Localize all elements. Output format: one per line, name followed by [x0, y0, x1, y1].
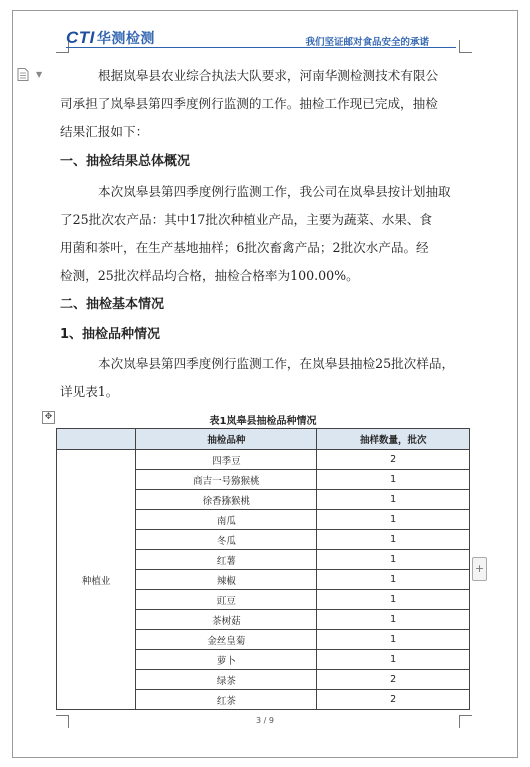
- table-header-cell: 抽检品种: [136, 429, 317, 450]
- count-cell: 2: [317, 450, 470, 470]
- product-name-cell: 红薯: [136, 550, 317, 570]
- logo-chinese: 华测检测: [96, 30, 155, 46]
- table-header-cell: [57, 429, 136, 450]
- intro-line-2: 司承担了岚皋县第四季度例行监测的工作。抽检工作现已完成，抽检: [60, 96, 438, 111]
- table-move-icon[interactable]: ✥: [42, 411, 55, 424]
- intro-line-1: 根据岚皋县农业综合执法大队要求，河南华测检测技术有限公: [98, 68, 439, 83]
- logo-cti: CTI: [66, 28, 95, 47]
- product-name-cell: 金丝皇菊: [136, 630, 317, 650]
- sample-table: [56, 428, 470, 710]
- count-cell: 1: [317, 570, 470, 590]
- count-cell: 2: [317, 690, 470, 710]
- document-icon[interactable]: [17, 68, 29, 81]
- product-name-cell: 萝卜: [136, 650, 317, 670]
- product-name-cell: 徐香猕猴桃: [136, 490, 317, 510]
- company-logo: [66, 28, 155, 48]
- table-header-row: [57, 429, 470, 450]
- product-name-cell: 四季豆: [136, 450, 317, 470]
- count-cell: 1: [317, 590, 470, 610]
- para1-line-1: 本次岚皋县第四季度例行监测工作，我公司在岚皋县按计划抽取: [98, 184, 451, 199]
- product-name-cell: 豇豆: [136, 590, 317, 610]
- para1-line-4: 检测，25批次样品均合格，抽检合格率为100.00%。: [60, 268, 359, 283]
- section-heading-2: 二、抽检基本情况: [60, 297, 165, 312]
- crop-mark-top-right: [459, 40, 472, 53]
- category-cell: 种植业: [57, 450, 136, 710]
- count-cell: 1: [317, 530, 470, 550]
- table-header-cell: 抽样数量，批次: [317, 429, 470, 450]
- page-number: 3 / 9: [256, 716, 274, 725]
- header-slogan: 我们坚证邮对食品安全的承诺: [305, 37, 429, 48]
- product-name-cell: 辣椒: [136, 570, 317, 590]
- count-cell: 1: [317, 550, 470, 570]
- count-cell: 1: [317, 470, 470, 490]
- table-title: 表1岚皋县抽检品种情况: [209, 416, 317, 427]
- product-name-cell: 南瓜: [136, 510, 317, 530]
- count-cell: 1: [317, 630, 470, 650]
- count-cell: 1: [317, 510, 470, 530]
- section-heading-1: 一、抽检结果总体概况: [60, 154, 191, 169]
- intro-line-3: 结果汇报如下：: [60, 124, 149, 139]
- product-name-cell: 茶树菇: [136, 610, 317, 630]
- document-body: [60, 62, 458, 406]
- product-name-cell: 绿茶: [136, 670, 317, 690]
- product-name-cell: 冬瓜: [136, 530, 317, 550]
- table-row: [57, 450, 470, 470]
- para2-line-1: 本次岚皋县第四季度例行监测工作，在岚皋县抽检25批次样品，: [98, 356, 455, 371]
- count-cell: 2: [317, 670, 470, 690]
- count-cell: 1: [317, 490, 470, 510]
- subsection-heading-1: 1、抽检品种情况: [60, 327, 161, 342]
- plus-icon[interactable]: +: [472, 557, 487, 581]
- chevron-down-icon[interactable]: ▼: [36, 70, 43, 79]
- count-cell: 1: [317, 610, 470, 630]
- para1-line-3: 用菌和茶叶，在生产基地抽样；6批次畜禽产品；2批次水产品。经: [60, 240, 429, 255]
- para1-line-2: 了25批次农产品：其中17批次种植业产品，主要为蔬菜、水果、食: [60, 212, 433, 227]
- product-name-cell: 商吉一号猕猴桃: [136, 470, 317, 490]
- product-name-cell: 红茶: [136, 690, 317, 710]
- count-cell: 1: [317, 650, 470, 670]
- para2-line-2: 详见表1。: [60, 384, 119, 399]
- header-divider: [66, 47, 456, 48]
